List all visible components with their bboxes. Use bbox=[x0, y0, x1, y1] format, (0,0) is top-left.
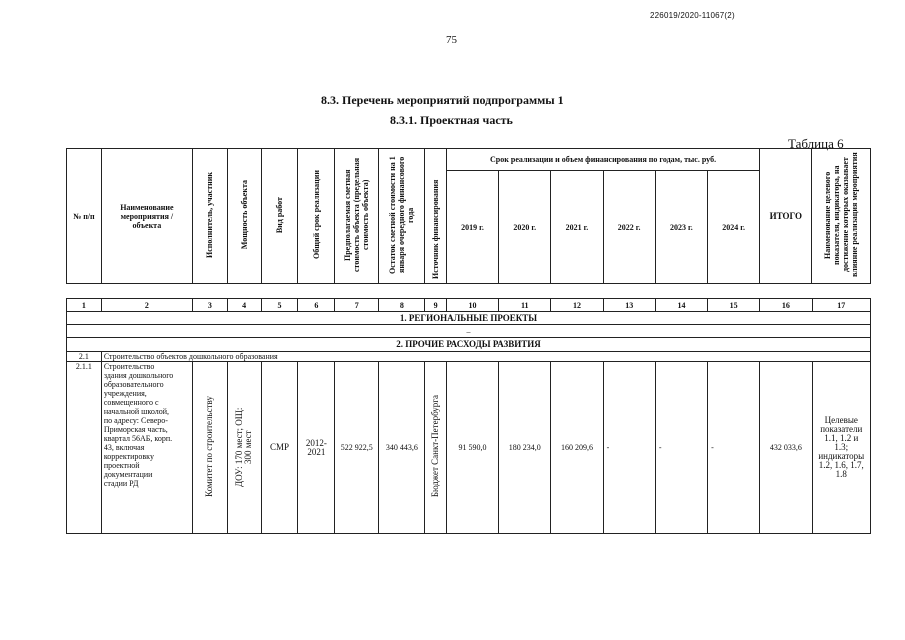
header-table bbox=[66, 148, 871, 284]
header-year: 2019 г. bbox=[446, 171, 498, 284]
column-number: 15 bbox=[708, 299, 760, 312]
item-2021: 160 209,6 bbox=[551, 362, 603, 534]
subsection-title: 8.3.1. Проектная часть bbox=[390, 113, 513, 127]
header-year: 2020 г. bbox=[499, 171, 551, 284]
section-row-regional: 1. РЕГИОНАЛЬНЫЕ ПРОЕКТЫ bbox=[67, 312, 871, 325]
header-year: 2022 г. bbox=[603, 171, 655, 284]
item-2024: - bbox=[708, 362, 760, 534]
column-number: 3 bbox=[192, 299, 227, 312]
group-row bbox=[67, 352, 871, 362]
item-source: Бюджет Санкт-Петербурга bbox=[425, 362, 447, 534]
column-number: 2 bbox=[101, 299, 192, 312]
header-term: Общий срок реализации bbox=[298, 149, 335, 284]
item-num: 2.1.1 bbox=[67, 362, 102, 534]
column-number: 6 bbox=[298, 299, 335, 312]
header-financing: Срок реализации и объем финансирования по годам, тыс. руб. bbox=[446, 149, 759, 171]
header-year: 2021 г. bbox=[551, 171, 603, 284]
column-number: 5 bbox=[261, 299, 298, 312]
body-table bbox=[66, 298, 871, 534]
column-number: 16 bbox=[760, 299, 812, 312]
column-number: 4 bbox=[227, 299, 261, 312]
header-work-type: Вид работ bbox=[261, 149, 298, 284]
section-row-other: 2. ПРОЧИЕ РАСХОДЫ РАЗВИТИЯ bbox=[67, 338, 871, 352]
header-indicator: Наименование целевого показателя, индикатора, на достижение которых оказывает влияние реализация мероприятия bbox=[812, 149, 871, 284]
item-2022: - bbox=[603, 362, 655, 534]
column-number: 13 bbox=[603, 299, 655, 312]
column-number: 8 bbox=[379, 299, 425, 312]
column-number: 9 bbox=[425, 299, 447, 312]
column-number: 17 bbox=[812, 299, 870, 312]
item-indicator: Целевые показатели 1.1, 1.2 и 1.3; индикаторы 1.2, 1.6, 1.7, 1.8 bbox=[812, 362, 870, 534]
section-row-regional-empty: – bbox=[67, 325, 871, 338]
header-remaining: Остаток сметной стоимости на 1 января очередного финансового года bbox=[379, 149, 425, 284]
header-num: № п/п bbox=[67, 149, 102, 284]
header-source: Источник финансирования bbox=[425, 149, 447, 284]
section-title: 8.3. Перечень мероприятий подпрограммы 1 bbox=[321, 93, 564, 107]
header-capacity: Мощность объекта bbox=[227, 149, 261, 284]
header-year: 2024 г. bbox=[707, 171, 759, 284]
column-number: 12 bbox=[551, 299, 603, 312]
header-year: 2023 г. bbox=[655, 171, 707, 284]
item-remaining: 340 443,6 bbox=[379, 362, 425, 534]
column-number: 11 bbox=[499, 299, 551, 312]
item-2023: - bbox=[655, 362, 707, 534]
page-number: 75 bbox=[446, 34, 457, 46]
column-number: 10 bbox=[446, 299, 498, 312]
table-row bbox=[67, 362, 871, 534]
header-total: ИТОГО bbox=[760, 149, 812, 284]
table-caption: Таблица 6 bbox=[788, 136, 844, 151]
item-capacity: ДОУ: 170 мест; ОЩ: 300 мест bbox=[227, 362, 261, 534]
column-number: 14 bbox=[655, 299, 707, 312]
column-number-row bbox=[67, 299, 871, 312]
item-executor: Комитет по строительству bbox=[192, 362, 227, 534]
item-2020: 180 234,0 bbox=[499, 362, 551, 534]
header-executor: Исполнитель, участник bbox=[192, 149, 227, 284]
item-name: Строительство здания дошкольного образовательного учреждения, совмещенного с начальной школой, по адресу: Северо-Приморская часть, квартал 56АБ, корп. 43, включая корректировку проектной документации стадии РД bbox=[101, 362, 192, 534]
column-number: 7 bbox=[335, 299, 379, 312]
group-num: 2.1 bbox=[67, 352, 102, 362]
document-number: 226019/2020-11067(2) bbox=[650, 11, 735, 20]
header-est-cost: Предполагаемая сметная стоимость объекта (предельная стоимость объекта) bbox=[335, 149, 379, 284]
item-term: 2012-2021 bbox=[298, 362, 335, 534]
item-2019: 91 590,0 bbox=[446, 362, 498, 534]
item-work-type: СМР bbox=[261, 362, 298, 534]
group-name: Строительство объектов дошкольного образования bbox=[101, 352, 870, 362]
item-total: 432 033,6 bbox=[760, 362, 812, 534]
header-name: Наименование мероприятия / объекта bbox=[101, 149, 192, 284]
column-number: 1 bbox=[67, 299, 102, 312]
item-est-cost: 522 922,5 bbox=[335, 362, 379, 534]
